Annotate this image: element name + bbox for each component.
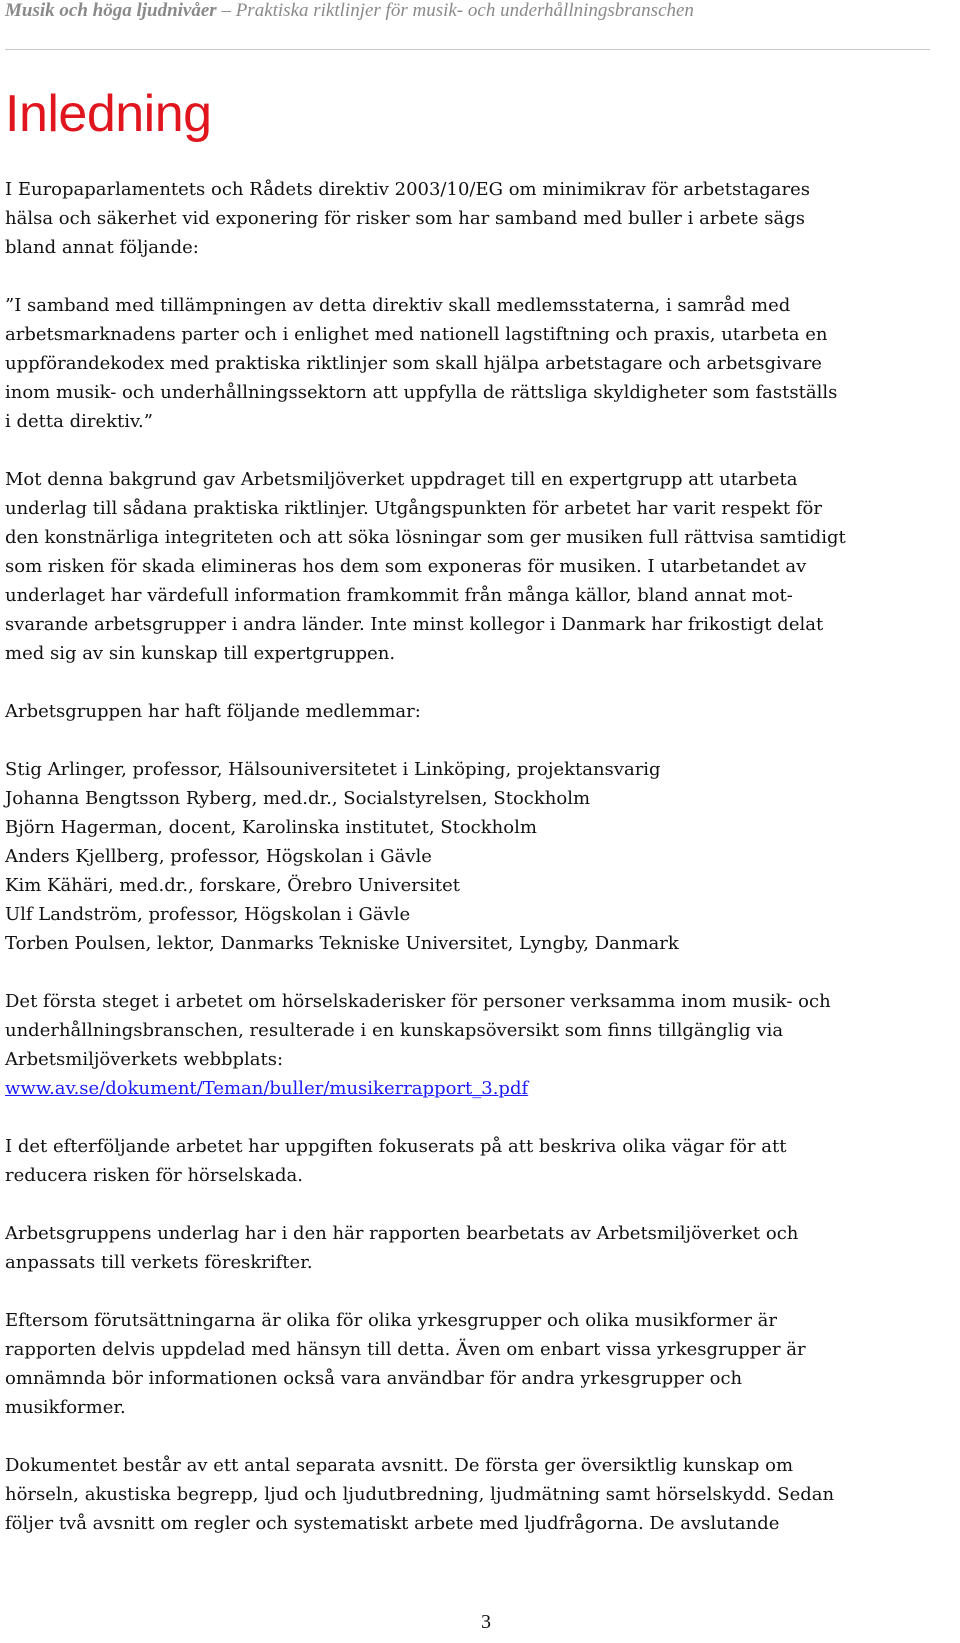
paragraph-members-intro [5,697,955,726]
paragraph-directive-quote [5,291,955,436]
paragraph-background [5,465,955,668]
section-heading: Inledning [5,85,212,143]
paragraph-conditions [5,1306,955,1422]
header-rule [5,49,930,50]
text-line: Mot denna bakgrund gav Arbetsmiljöverket uppdraget till en expertgrupp att utarbeta [5,469,798,490]
report-link-line [5,1074,955,1103]
text-line: reducera risken för hörselskada. [5,1165,303,1186]
text-line: hälsa och säkerhet vid exponering för risker som har samband med buller i arbete sägs [5,208,805,229]
text-line: Dokumentet består av ett antal separata avsnitt. De första ger översiktlig kunskap om [5,1455,794,1476]
text-line: underlaget har värdefull information framkommit från många källor, bland annat mot- [5,585,793,606]
running-header [5,0,694,22]
member-item: Anders Kjellberg, professor, Högskolan i Gävle [5,846,432,867]
text-line: uppförandekodex med praktiska riktlinjer som skall hjälpa arbetstagare och arbetsgivare [5,353,822,374]
body-text [5,175,955,1567]
text-line: Eftersom förutsättningarna är olika för olika yrkesgrupper och olika musikformer är [5,1310,777,1331]
paragraph-first-step [5,987,955,1103]
member-item: Torben Poulsen, lektor, Danmarks Tekniske Universitet, Lyngby, Danmark [5,933,679,954]
report-link[interactable]: www.av.se/dokument/Teman/buller/musikerrapport_3.pdf [5,1078,529,1099]
paragraph-focus [5,1132,955,1190]
member-item: Kim Kähäri, med.dr., forskare, Örebro Universitet [5,875,461,896]
text-line: Det första steget i arbetet om hörselskaderisker för personer verksamma inom musik- och [5,991,831,1012]
text-line: musikformer. [5,1397,126,1418]
header-dash: – [216,0,236,21]
text-line: Arbetsgruppens underlag har i den här rapporten bearbetats av Arbetsmiljöverket och [5,1223,799,1244]
text-line: Arbetsgruppen har haft följande medlemmar: [5,701,421,722]
paragraph-processing [5,1219,955,1277]
text-line: underhållningsbranschen, resulterade i en kunskapsöversikt som finns tillgänglig via [5,1020,784,1041]
text-line: hörseln, akustiska begrepp, ljud och ljudutbredning, ljudmätning samt hörselskydd. Sedan [5,1484,835,1505]
member-list [5,755,955,958]
text-line: underlag till sådana praktiska riktlinjer. Utgångspunkten för arbetet har varit respekt för [5,498,822,519]
text-line: anpassats till verkets föreskrifter. [5,1252,313,1273]
text-line: omnämnda bör informationen också vara användbar för andra yrkesgrupper och [5,1368,743,1389]
text-line: I Europaparlamentets och Rådets direktiv 2003/10/EG om minimikrav för arbetstagares [5,179,810,200]
paragraph-directive-intro [5,175,955,262]
text-line: arbetsmarknadens parter och i enlighet med nationell lagstiftning och praxis, utarbeta en [5,324,828,345]
paragraph-structure [5,1451,955,1538]
member-item: Johanna Bengtsson Ryberg, med.dr., Socialstyrelsen, Stockholm [5,788,591,809]
header-subtitle: Praktiska riktlinjer för musik- och underhållningsbranschen [235,0,694,21]
text-line: rapporten delvis uppdelad med hänsyn till detta. Även om enbart vissa yrkesgrupper är [5,1339,806,1360]
text-line: som risken för skada elimineras hos dem som exponeras för musiken. I utarbetandet av [5,556,807,577]
document-page [5,0,955,1643]
text-line: I det efterföljande arbetet har uppgiften fokuserats på att beskriva olika vägar för att [5,1136,787,1157]
text-line: Arbetsmiljöverkets webbplats: [5,1049,284,1070]
text-line: den konstnärliga integriteten och att söka lösningar som ger musiken full rättvisa samtidigt [5,527,846,548]
text-line: med sig av sin kunskap till expertgruppen. [5,643,396,664]
member-item: Ulf Landström, professor, Högskolan i Gävle [5,904,411,925]
text-line: ”I samband med tillämpningen av detta direktiv skall medlemsstaterna, i samråd med [5,295,791,316]
member-item: Stig Arlinger, professor, Hälsouniversitetet i Linköping, projektansvarig [5,759,661,780]
member-item: Björn Hagerman, docent, Karolinska institutet, Stockholm [5,817,537,838]
text-line: i detta direktiv.” [5,411,153,432]
header-title: Musik och höga ljudnivåer [5,0,217,21]
text-line: inom musik- och underhållningssektorn att uppfylla de rättsliga skyldigheter som fastställs [5,382,838,403]
text-line: svarande arbetsgrupper i andra länder. Inte minst kollegor i Danmark har frikostigt delat [5,614,824,635]
text-line: bland annat följande: [5,237,199,258]
text-line: följer två avsnitt om regler och systematiskt arbete med ljudfrågorna. De avslutande [5,1513,780,1534]
page-number: 3 [481,1611,491,1633]
